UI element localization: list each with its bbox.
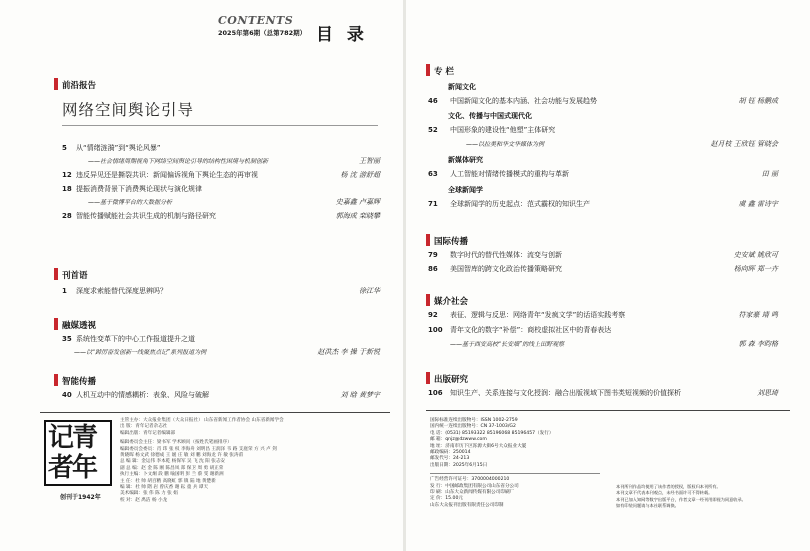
- masthead-line: 编 辑：杜 帅 隋 岩 曾庆香 谢 耘 童 兵 谭天: [120, 485, 209, 491]
- entry-title: 美国智库的跨文化政治传播策略研究: [450, 265, 562, 273]
- page-number: 5: [62, 144, 67, 152]
- entry-author: 史嘉鑫 卢嘉辉: [335, 198, 380, 206]
- masthead-line: 出 版：青年记者杂志社: [120, 424, 168, 430]
- entry-subtitle: ——社会情绪周期视角下网络空间舆论引导的结构性困境与机制创新: [88, 158, 269, 165]
- page-number: 52: [428, 126, 438, 134]
- entry-author-row: [62, 347, 380, 358]
- entry-title: 从“情绪涟漪”到“舆论风暴”: [76, 144, 161, 152]
- section-marker: [54, 374, 58, 386]
- left-page: [0, 0, 404, 551]
- section-marker: [426, 64, 430, 76]
- entry-subtitle: ——基于西安高校“长安墙”的线上田野观察: [450, 341, 565, 348]
- masthead-line: 编辑出版：青年记者编辑部: [120, 430, 176, 436]
- right-page: [406, 0, 810, 551]
- note-line: 本刊文章不代表本刊观点，未经书面许可不得转载。: [616, 490, 713, 496]
- toc-entry[interactable]: [428, 125, 778, 136]
- founded-year: 创刊于1942年: [60, 494, 101, 501]
- page-number: 28: [62, 212, 72, 220]
- toc-entry[interactable]: [428, 388, 778, 399]
- page-number: 1: [62, 287, 67, 295]
- toc-entry[interactable]: [62, 143, 380, 154]
- section-marker: [54, 78, 58, 90]
- masthead-rule: [40, 412, 390, 413]
- page-number: 46: [428, 97, 438, 105]
- entry-author: 杨 沈 游舒超: [340, 171, 380, 179]
- entry-title: 数字时代的替代性媒体：流变与创新: [450, 251, 562, 259]
- entry-title: 中国新闻文化的基本内涵、社会功能与发展趋势: [450, 97, 597, 105]
- entry-title: 违反异见还是撕裂共识：新闻偏诉视角下舆论生态的再审视: [76, 171, 258, 179]
- masthead-line: 主 任：杜 帅 胡百精 高晓虹 郭 镇 陆 地 黄楚新: [120, 478, 216, 484]
- ad-line: 定 价：15.00元: [430, 496, 463, 502]
- page-number: 79: [428, 251, 438, 259]
- entry-author: 刘思琦: [757, 389, 778, 397]
- masthead-line: 编辑委员会委员：肖 玮 张 权 李海舟 刘明昌 王润泽 韦 路 支庭荣 方 兴 卢 剑: [120, 446, 277, 452]
- entry-title: 深度求索能替代深度思辨吗？: [76, 287, 167, 295]
- pubinfo-line: 国际标准连续出版物号：ISSN 1002-2759: [430, 418, 518, 423]
- section-fusion-label: 融媒透视: [62, 321, 97, 331]
- entry-author: 刘 晗 黄梦宇: [340, 391, 380, 399]
- entry-title: 表征、逻辑与反思：网络青年“发疯文学”的话语实践考察: [450, 311, 626, 319]
- copyright-notes: [616, 484, 800, 510]
- entry-author-row: [428, 339, 778, 350]
- logo-top-text: 记青: [48, 423, 97, 453]
- toc-entry[interactable]: [428, 264, 778, 275]
- subsection-label: 新媒体研究: [448, 156, 483, 164]
- entry-author-row: [428, 139, 778, 150]
- page-number: 40: [62, 391, 72, 399]
- magazine-logo: [44, 420, 112, 486]
- entry-title: 智能传播赋能社会共识生成的机制与路径研究: [76, 212, 216, 220]
- pubinfo-line: 邮发代号：24-213: [430, 456, 470, 462]
- page-number: 12: [62, 171, 72, 179]
- entry-title: 知识生产、关系连接与文化授润：融合出版视域下图书类短视频的价值探析: [450, 389, 681, 397]
- toc-entry[interactable]: [62, 334, 380, 345]
- section-intl-label: 国际传播: [434, 237, 469, 247]
- entry-author: 徐江华: [359, 287, 380, 295]
- toc-entry[interactable]: [428, 169, 778, 180]
- publication-info: [430, 418, 610, 509]
- entry-author: 杨向晖 郑一卉: [733, 265, 778, 273]
- banner-rule: [62, 125, 378, 126]
- page-number: 86: [428, 265, 438, 273]
- issue-number: 2025年第6期（总第782期）: [218, 29, 307, 37]
- entry-title: 全球新闻学的历史起点：范式霸权的知识生产: [450, 200, 590, 208]
- toc-entry[interactable]: [428, 310, 778, 321]
- pubinfo-line: 出版日期：2025年6月15日: [430, 462, 488, 468]
- section-marker: [426, 294, 430, 306]
- page-number: 18: [62, 185, 72, 193]
- masthead-line: 副 总 编：赵 金 陈 刚 陈昌凤 郑 保卫 周 勇 胡正荣: [120, 465, 224, 471]
- entry-title: 系统性变革下的中心工作报道提升之道: [76, 335, 195, 343]
- entry-author-row: [62, 197, 380, 208]
- section-smart-label: 智能传播: [62, 377, 97, 387]
- section-frontier-label: 前沿报告: [62, 81, 97, 91]
- entry-subtitle: ——基于微博平台的大数据分析: [88, 199, 173, 206]
- section-column-label: 专 栏: [434, 67, 454, 77]
- toc-entry[interactable]: [62, 390, 380, 401]
- masthead-line: 编辑委员会主任：梁书军 学术顾问（按姓氏笔画排序）: [120, 440, 232, 446]
- pubinfo-line: 电 话：(0531) 85193322 85196068 85196457（发行）: [430, 430, 554, 436]
- masthead-line: 美术编辑：张 伟 陈 力 张 娟: [120, 491, 178, 497]
- ad-line: 广告经营许可证号：3700004000210: [430, 477, 510, 483]
- note-line: 如有印装问题请与本社联系调换。: [616, 503, 679, 509]
- section-marker: [426, 234, 430, 246]
- toc-entry[interactable]: [62, 170, 380, 181]
- page-number: 63: [428, 170, 438, 178]
- entry-subtitle: ——以“踔厉奋发创新一线聚焦点记”系列报道为例: [74, 349, 207, 356]
- page-number: 106: [428, 389, 443, 397]
- frontier-banner: 网络空间舆论引导: [62, 101, 195, 119]
- toc-entry[interactable]: [428, 199, 778, 210]
- ad-line: 印 刷：山东大众新闻传媒有限公司印刷厂: [430, 490, 515, 496]
- subsection-label: 文化、传播与中国式现代化: [448, 112, 532, 120]
- entry-author: 田 丽: [761, 170, 778, 178]
- pubinfo-line: 国内统一连续出版物号：CN 37-1003/G2: [430, 424, 516, 430]
- logo-bottom-text: 者年: [48, 453, 97, 483]
- entry-author-row: [62, 156, 380, 167]
- subsection-label: 全球新闻学: [448, 186, 483, 194]
- note-line: 本刊所刊作品均使用了该作者的授权，版权归本刊所有。: [616, 484, 721, 489]
- ad-line: 发 行：中国邮政集团有限公司山东省分公司: [430, 483, 519, 489]
- entry-author: 史安斌 姚欣可: [733, 251, 778, 259]
- entry-subtitle: ——以拉美和华文华媒体为例: [466, 141, 545, 148]
- toc-entry[interactable]: [428, 325, 778, 336]
- entry-title: 提振消费背景下消费舆论现状与演化规律: [76, 185, 202, 193]
- pubinfo-line: 邮政编码：250014: [430, 450, 471, 456]
- entry-title: 青年文化的数字“补偿”：商校虚拟社区中的青春表达: [450, 326, 612, 334]
- section-publishing-label: 出版研究: [434, 375, 469, 385]
- section-foreword-label: 刊首语: [62, 271, 88, 281]
- masthead-line: 校 对：赵 禹洁 杨 小龙: [120, 497, 168, 503]
- masthead-line: 执行主编：卜文炯 段 鹏 喻国明 彭 兰 蔡 雯 谢新洲: [120, 472, 224, 478]
- contents-word: CONTENTS: [218, 14, 294, 27]
- section-marker: [54, 318, 58, 330]
- ad-line: 山东大众报刊出版有限责任公司印制: [430, 502, 504, 508]
- entry-author: 符家豪 靖 鸣: [738, 311, 778, 319]
- section-marker: [54, 268, 58, 280]
- contents-title: 目 录: [316, 25, 368, 45]
- masthead-line: 黄晓晖 杨文武 徐德成 王 媛 庄 敏 刘 鹏 刘海龙 许 敏 张涛甫: [120, 453, 244, 459]
- toc-entry[interactable]: [62, 211, 380, 222]
- entry-title: 人机互动中的情感耦析：表象、风险与破解: [76, 391, 209, 399]
- entry-author: 郭海成 栾晓攀: [335, 212, 380, 220]
- page-number: 71: [428, 200, 438, 208]
- toc-entry[interactable]: [62, 286, 380, 297]
- section-marker: [426, 372, 430, 384]
- section-media-label: 媒介社会: [434, 297, 469, 307]
- pubinfo-rule: [426, 410, 790, 411]
- entry-author: 赵月枝 王欣钰 管晓会: [710, 140, 778, 148]
- masthead-info: [120, 418, 400, 504]
- page-number: 35: [62, 335, 72, 343]
- pubinfo-line: 邮 箱：qnjz@dzwww.com: [430, 437, 487, 443]
- toc-entry[interactable]: [62, 184, 380, 195]
- note-line: 本刊已加入知网等数字出版平台，作者文章一经刊用即视为同意收录。: [616, 496, 746, 502]
- pubinfo-line: 地 址：济南市历下区泺源大街6号大众报业大厦: [430, 443, 527, 449]
- entry-author: 王智丽: [359, 157, 380, 165]
- entry-author: 胡 钰 杨鹏成: [738, 97, 778, 105]
- entry-title: 人工智能对情绪传播模式的重构与革新: [450, 170, 569, 178]
- masthead-line: 主管主办：大众报业集团（大众日报社） 山东省新闻工作者协会 山东省新闻学会: [120, 418, 284, 423]
- pubinfo-divider: [430, 473, 600, 474]
- entry-title: 中国形象的建设性“他塑”主体研究: [450, 126, 556, 134]
- toc-entry[interactable]: [428, 96, 778, 107]
- page-number: 100: [428, 326, 443, 334]
- entry-author: 郭 森 李昀格: [738, 340, 778, 348]
- subsection-label: 新闻文化: [448, 83, 476, 91]
- entry-author: 赵洪杰 李 操 于新悦: [317, 348, 380, 356]
- toc-entry[interactable]: [428, 250, 778, 261]
- entry-author: 虞 鑫 雷诗宇: [738, 200, 778, 208]
- masthead-line: 总 编 辑：金运伟 李本乾 杨保军 吴 飞 沈 阳 张志安: [120, 459, 226, 465]
- page-number: 92: [428, 311, 438, 319]
